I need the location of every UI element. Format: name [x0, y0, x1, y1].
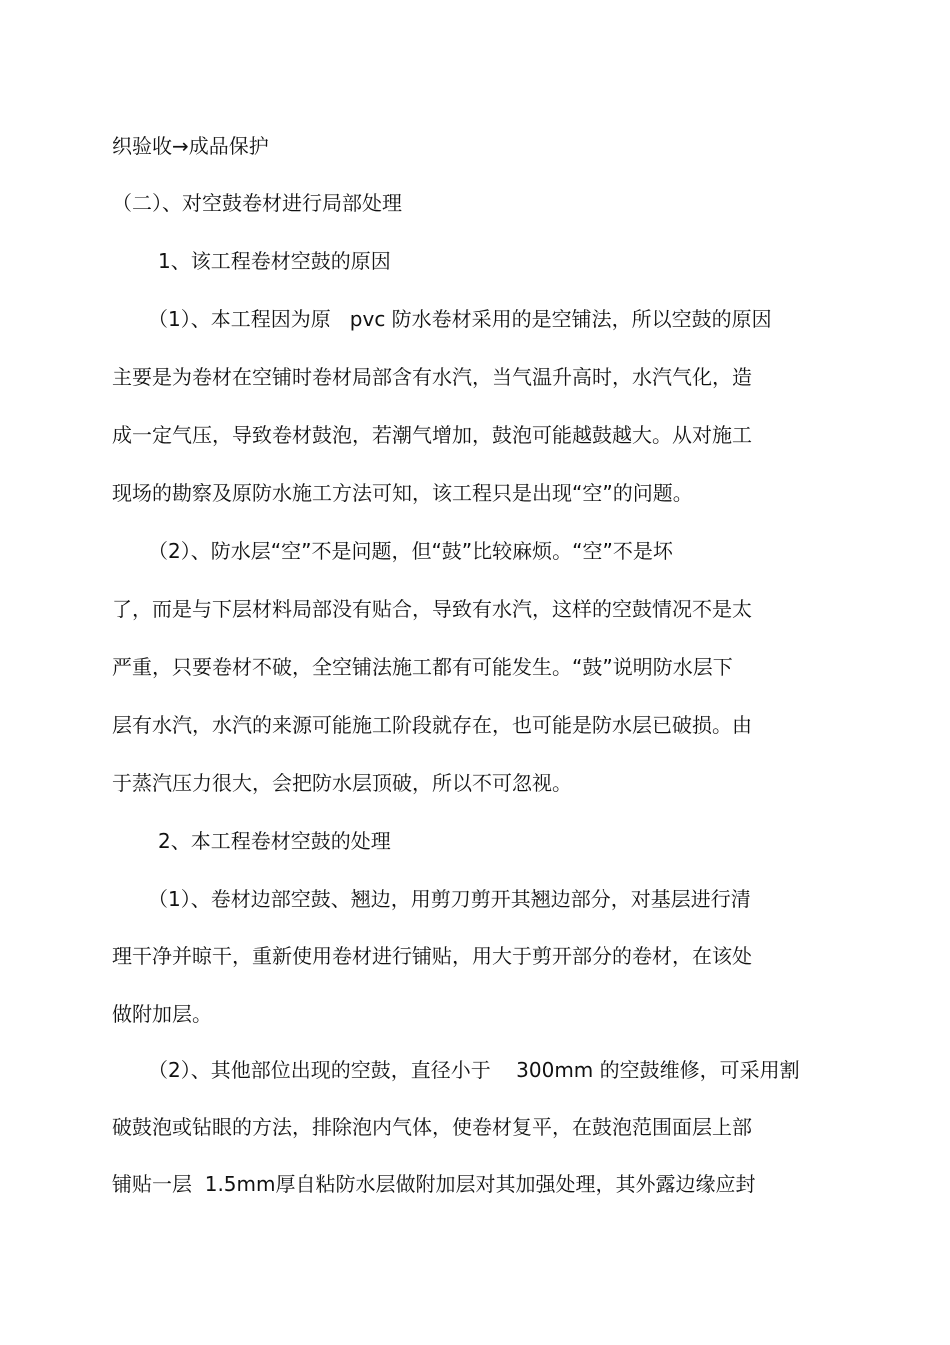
- subsection-heading: 2、本工程卷材空鼓的处理: [158, 829, 391, 853]
- text-line: （1）、卷材边部空鼓、翘边，用剪刀剪开其翘边部分，对基层进行清: [148, 887, 751, 911]
- text-line: 现场的勘察及原防水施工方法可知，该工程只是出现“空”的问题。: [112, 481, 693, 505]
- text-line: 于蒸汽压力很大，会把防水层顶破，所以不可忽视。: [112, 771, 572, 795]
- text-line: 了，而是与下层材料局部没有贴合，导致有水汽，这样的空鼓情况不是太: [112, 597, 752, 621]
- text-line: 铺贴一层 1.5mm厚自粘防水层做附加层对其加强处理，其外露边缘应封: [112, 1172, 756, 1196]
- text-line: 织验收→成品保护: [112, 134, 269, 158]
- text-line: 主要是为卷材在空铺时卷材局部含有水汽，当气温升高时，水汽气化，造: [112, 365, 752, 389]
- text-line: 成一定气压，导致卷材鼓泡，若潮气增加，鼓泡可能越鼓越大。从对施工: [112, 423, 752, 447]
- text-line: 做附加层。: [112, 1002, 212, 1026]
- text-line: 破鼓泡或钻眼的方法，排除泡内气体，使卷材复平，在鼓泡范围面层上部: [112, 1115, 752, 1139]
- text-line: 理干净并晾干，重新使用卷材进行铺贴，用大于剪开部分的卷材，在该处: [112, 944, 752, 968]
- text-line: （2）、防水层“空”不是问题，但“鼓”比较麻烦。“空”不是坏: [148, 539, 673, 563]
- text-line: （1）、本工程因为原 pvc 防水卷材采用的是空铺法，所以空鼓的原因: [148, 307, 772, 331]
- text-line: 层有水汽，水汽的来源可能施工阶段就存在，也可能是防水层已破损。由: [112, 713, 752, 737]
- text-line: （2）、其他部位出现的空鼓，直径小于 300mm 的空鼓维修，可采用割: [148, 1058, 800, 1082]
- section-heading: （二）、对空鼓卷材进行局部处理: [112, 191, 402, 215]
- subsection-heading: 1、该工程卷材空鼓的原因: [158, 249, 391, 273]
- text-line: 严重，只要卷材不破，全空铺法施工都有可能发生。“鼓”说明防水层下: [112, 655, 733, 679]
